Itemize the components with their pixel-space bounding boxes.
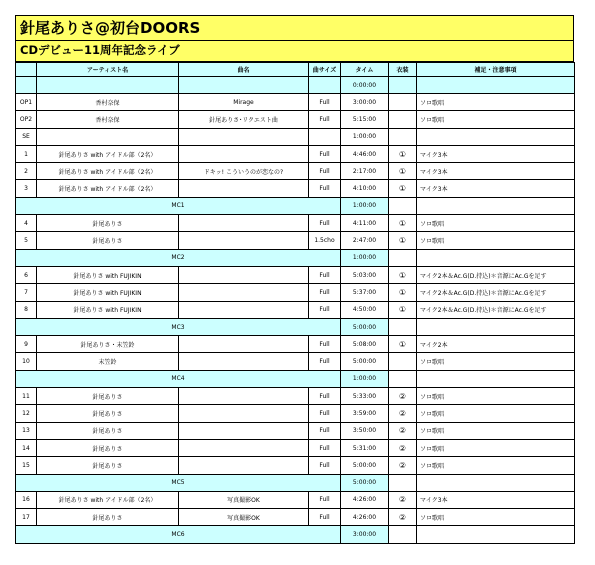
cell-song (179, 457, 309, 474)
cell-artist: 針尾ありさ (37, 422, 179, 439)
mc-row (16, 249, 575, 266)
cell-song (179, 388, 309, 405)
cell-costume (389, 353, 417, 370)
cell-notes (417, 526, 575, 543)
song-row (16, 405, 575, 422)
cell-notes: マイク2本＆Ac.G(D.持込)＊音源にAc.Gを足す (417, 284, 575, 301)
cell-size: Full (309, 336, 341, 353)
cell-size: Full (309, 405, 341, 422)
cell-time: 0:00:00 (341, 77, 389, 94)
mc-label: MC1 (16, 197, 341, 214)
cell-size: 1.5cho (309, 232, 341, 249)
song-row (16, 145, 575, 162)
cell-size: Full (309, 111, 341, 128)
song-row (16, 180, 575, 197)
cell-time: 3:50:00 (341, 422, 389, 439)
cell-no: 9 (16, 336, 37, 353)
mc-row (16, 370, 575, 387)
cell-no: 13 (16, 422, 37, 439)
cell-notes: マイク2本＆Ac.G(D.持込)＊音源にAc.Gを足す (417, 266, 575, 283)
cell-no: 11 (16, 388, 37, 405)
cell-artist: 針尾ありさ with FUJIKIN (37, 266, 179, 283)
cell-artist: 針尾ありさ (37, 405, 179, 422)
song-row (16, 111, 575, 128)
song-row (16, 388, 575, 405)
cell-time: 4:10:00 (341, 180, 389, 197)
cell-time: 1:00:00 (341, 197, 389, 214)
cell-costume: ② (389, 491, 417, 508)
mc-label: MC5 (16, 474, 341, 491)
cell-size: Full (309, 353, 341, 370)
cell-song (179, 422, 309, 439)
cell-costume: ② (389, 457, 417, 474)
cell-notes: ソロ歌唱 (417, 353, 575, 370)
song-row (16, 353, 575, 370)
cell-time: 1:00:00 (341, 128, 389, 145)
cell-artist: 針尾ありさ with アイドル部（2名） (37, 180, 179, 197)
cell-costume: ① (389, 180, 417, 197)
cell-notes: ソロ歌唱 (417, 94, 575, 111)
cell-size: Full (309, 509, 341, 526)
cell-notes: マイク3本 (417, 491, 575, 508)
cell-time: 1:00:00 (341, 370, 389, 387)
cell-costume: ② (389, 388, 417, 405)
cell-notes (417, 474, 575, 491)
cell-size: Full (309, 94, 341, 111)
cell-time: 3:59:00 (341, 405, 389, 422)
cell-time: 5:15:00 (341, 111, 389, 128)
header-no (16, 63, 37, 77)
mc-row (16, 526, 575, 543)
mc-row (16, 197, 575, 214)
cell-time: 5:37:00 (341, 284, 389, 301)
header-notes: 補足・注意事項 (417, 63, 575, 77)
cell-notes: マイク3本 (417, 180, 575, 197)
cell-artist: 針尾ありさ (37, 439, 179, 456)
cell-time: 5:00:00 (341, 318, 389, 335)
cell-artist: 針尾ありさ with FUJIKIN (37, 301, 179, 318)
cell-time: 5:00:00 (341, 474, 389, 491)
cell-song (179, 266, 309, 283)
cell-artist: 針尾ありさ (37, 457, 179, 474)
cell-notes: マイク3本 (417, 163, 575, 180)
cell-song (179, 232, 309, 249)
cell-costume: ② (389, 439, 417, 456)
song-row (16, 336, 575, 353)
song-row (16, 422, 575, 439)
cell-costume: ① (389, 266, 417, 283)
header-artist: アーティスト名 (37, 63, 179, 77)
setlist-body (16, 77, 575, 544)
cell-artist: 針尾ありさ with アイドル部（2名） (37, 491, 179, 508)
cell-song: 写真撮影OK (179, 491, 309, 508)
cell-song (179, 128, 309, 145)
cell-time: 4:11:00 (341, 215, 389, 232)
song-row (16, 163, 575, 180)
cell-no: 5 (16, 232, 37, 249)
cell-no: 12 (16, 405, 37, 422)
cell-no: 14 (16, 439, 37, 456)
cell-notes (417, 249, 575, 266)
cell-time: 5:31:00 (341, 439, 389, 456)
cell-notes: ソロ歌唱 (417, 388, 575, 405)
cell-costume (389, 94, 417, 111)
cell-time: 5:00:00 (341, 457, 389, 474)
cell-costume: ② (389, 509, 417, 526)
header-song: 曲名 (179, 63, 309, 77)
cell-no (16, 77, 37, 94)
cell-costume: ① (389, 145, 417, 162)
cell-size: Full (309, 215, 341, 232)
cell-song (179, 77, 309, 94)
cell-notes: ソロ歌唱 (417, 215, 575, 232)
cell-artist: 針尾ありさ with FUJIKIN (37, 284, 179, 301)
cell-time: 1:00:00 (341, 249, 389, 266)
cell-song (179, 336, 309, 353)
cell-costume (389, 249, 417, 266)
cell-no: OP1 (16, 94, 37, 111)
cell-costume (389, 77, 417, 94)
cell-size: Full (309, 266, 341, 283)
cell-no: 17 (16, 509, 37, 526)
mc-label: MC6 (16, 526, 341, 543)
cell-costume: ① (389, 284, 417, 301)
mc-row (16, 474, 575, 491)
cell-artist: 針尾ありさ (37, 509, 179, 526)
cell-artist: 針尾ありさ with アイドル部（2名） (37, 145, 179, 162)
cell-time: 4:26:00 (341, 491, 389, 508)
cell-song: 写真撮影OK (179, 509, 309, 526)
cell-time: 4:46:00 (341, 145, 389, 162)
song-row (16, 232, 575, 249)
cell-artist: 針尾ありさ・末笠鈴 (37, 336, 179, 353)
cell-costume (389, 318, 417, 335)
cell-song (179, 353, 309, 370)
cell-notes (417, 77, 575, 94)
header-size: 曲サイズ (309, 63, 341, 77)
song-row (16, 491, 575, 508)
cell-notes: ソロ歌唱 (417, 422, 575, 439)
cell-costume: ① (389, 232, 417, 249)
cell-artist: 末笠鈴 (37, 353, 179, 370)
cell-costume (389, 197, 417, 214)
header-time: タイム (341, 63, 389, 77)
cell-notes: ソロ歌唱 (417, 232, 575, 249)
cell-notes: ソロ歌唱 (417, 439, 575, 456)
song-row (16, 457, 575, 474)
cell-size: Full (309, 491, 341, 508)
cell-time: 3:00:00 (341, 94, 389, 111)
cell-notes (417, 128, 575, 145)
cell-song (179, 284, 309, 301)
sheet-title: 針尾ありさ@初台DOORS (15, 15, 574, 41)
cell-song (179, 405, 309, 422)
cell-time: 5:03:00 (341, 266, 389, 283)
cell-song (179, 180, 309, 197)
cell-costume: ① (389, 301, 417, 318)
cell-song (179, 145, 309, 162)
cell-notes: ソロ歌唱 (417, 405, 575, 422)
cell-size: Full (309, 163, 341, 180)
cell-size: Full (309, 457, 341, 474)
cell-artist: 針尾ありさ (37, 232, 179, 249)
cell-time: 2:47:00 (341, 232, 389, 249)
cell-size: Full (309, 422, 341, 439)
cell-song: 針尾ありさ･リクエスト曲 (179, 111, 309, 128)
cell-notes: ソロ歌唱 (417, 509, 575, 526)
cell-time: 4:50:00 (341, 301, 389, 318)
cell-size: Full (309, 145, 341, 162)
cell-costume (389, 111, 417, 128)
header-row (16, 63, 575, 77)
cell-size: Full (309, 301, 341, 318)
cell-costume (389, 526, 417, 543)
mc-row (16, 318, 575, 335)
cell-artist: 香村奈保 (37, 94, 179, 111)
setlist-table (15, 62, 575, 544)
mc-label: MC2 (16, 249, 341, 266)
cell-notes: ソロ歌唱 (417, 111, 575, 128)
cell-no: 3 (16, 180, 37, 197)
cell-notes: ソロ歌唱 (417, 457, 575, 474)
song-row (16, 128, 575, 145)
sheet-subtitle: CDデビュー11周年記念ライブ (15, 41, 574, 62)
mc-label: MC3 (16, 318, 341, 335)
cell-time: 5:33:00 (341, 388, 389, 405)
blank-row (16, 77, 575, 94)
cell-size: Full (309, 284, 341, 301)
cell-costume: ① (389, 336, 417, 353)
cell-size: Full (309, 388, 341, 405)
cell-no: OP2 (16, 111, 37, 128)
cell-time: 5:00:00 (341, 353, 389, 370)
cell-notes (417, 370, 575, 387)
cell-notes: マイク2本＆Ac.G(D.持込)＊音源にAc.Gを足す (417, 301, 575, 318)
cell-song: ドキッ! こういうのが恋なの? (179, 163, 309, 180)
cell-costume: ① (389, 215, 417, 232)
cell-song: Mirage (179, 94, 309, 111)
song-row (16, 266, 575, 283)
cell-size: Full (309, 439, 341, 456)
setlist-sheet (15, 15, 574, 544)
cell-costume: ① (389, 163, 417, 180)
cell-no: 15 (16, 457, 37, 474)
song-row (16, 94, 575, 111)
cell-no: 10 (16, 353, 37, 370)
cell-no: SE (16, 128, 37, 145)
song-row (16, 284, 575, 301)
cell-artist (37, 77, 179, 94)
song-row (16, 509, 575, 526)
mc-label: MC4 (16, 370, 341, 387)
cell-no: 7 (16, 284, 37, 301)
cell-costume (389, 370, 417, 387)
cell-no: 2 (16, 163, 37, 180)
cell-costume: ② (389, 422, 417, 439)
cell-artist: 針尾ありさ with アイドル部（2名） (37, 163, 179, 180)
cell-song (179, 301, 309, 318)
cell-size (309, 77, 341, 94)
cell-notes (417, 197, 575, 214)
cell-time: 2:17:00 (341, 163, 389, 180)
cell-song (179, 439, 309, 456)
cell-notes (417, 318, 575, 335)
cell-size: Full (309, 180, 341, 197)
header-costume: 衣装 (389, 63, 417, 77)
song-row (16, 439, 575, 456)
cell-no: 1 (16, 145, 37, 162)
cell-costume (389, 474, 417, 491)
cell-artist (37, 128, 179, 145)
cell-artist: 針尾ありさ (37, 388, 179, 405)
cell-song (179, 215, 309, 232)
song-row (16, 215, 575, 232)
cell-no: 6 (16, 266, 37, 283)
cell-time: 3:00:00 (341, 526, 389, 543)
cell-costume (389, 128, 417, 145)
cell-size (309, 128, 341, 145)
cell-no: 16 (16, 491, 37, 508)
cell-notes: マイク2本 (417, 336, 575, 353)
cell-notes: マイク3本 (417, 145, 575, 162)
song-row (16, 301, 575, 318)
cell-time: 5:08:00 (341, 336, 389, 353)
cell-no: 4 (16, 215, 37, 232)
cell-no: 8 (16, 301, 37, 318)
cell-artist: 香村奈保 (37, 111, 179, 128)
cell-time: 4:26:00 (341, 509, 389, 526)
cell-costume: ② (389, 405, 417, 422)
cell-artist: 針尾ありさ (37, 215, 179, 232)
